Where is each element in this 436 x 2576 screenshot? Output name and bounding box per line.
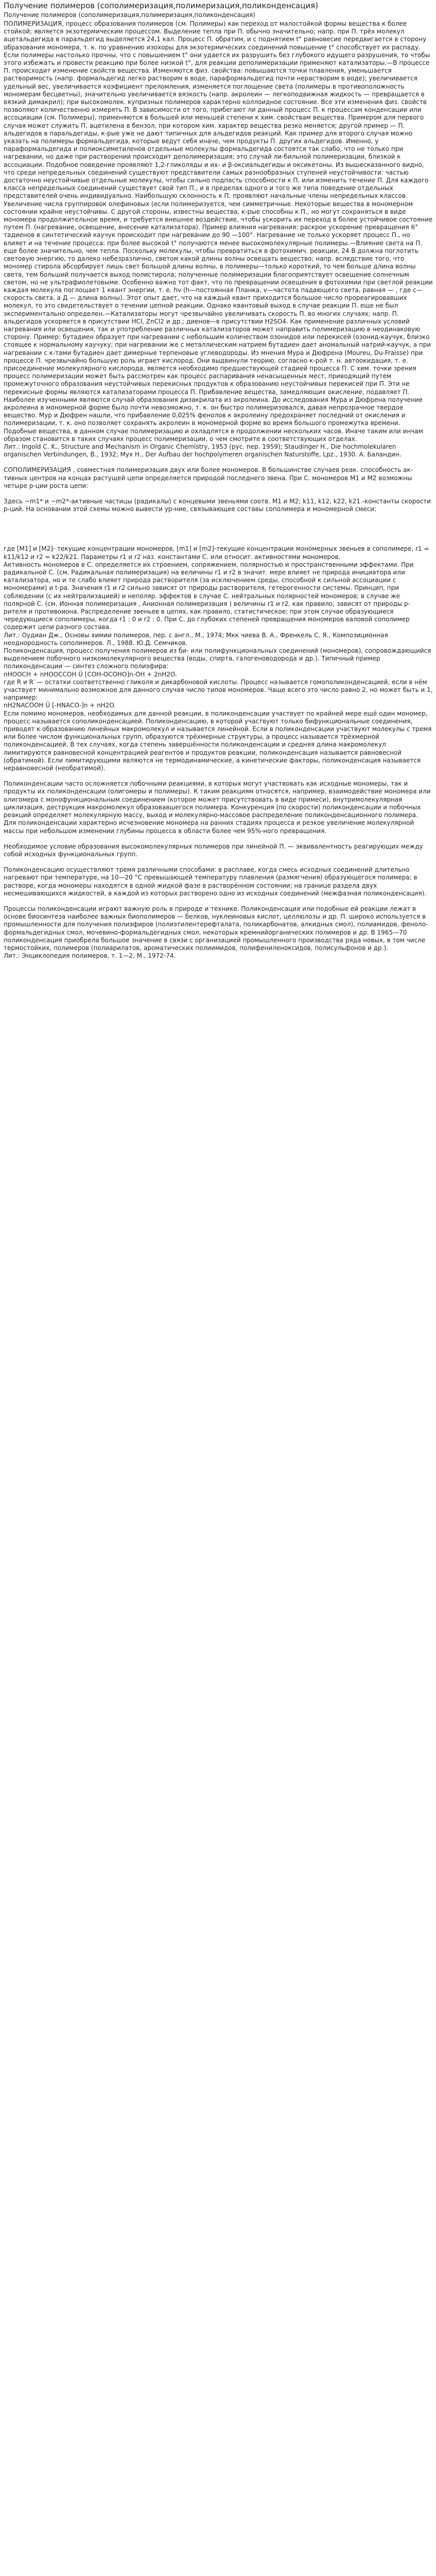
paragraph: Необходимое условие образования высокомолекулярных полимеров при линейной П. — эквивалентность реагирующих между собой исходных функциональных групп.: [4, 842, 423, 858]
spacer: [4, 490, 433, 498]
literature-paragraph: Лит.: Энциклопедия полимеров, т. 1—2, М., 1972-74.: [4, 952, 176, 960]
paragraph: Активность мономеров в С. определяется их строением, сопряжением, полярностью и пространственными эффектами. При радикальной С. (см. Радикальная полимеризация) на величины r1 и r2 в значит. мере влияет не природа инициатора или катализатора, но и те слабо влияет природа растворителя (за исключением среды, способной к сильной ассоциации с мономерами) и t-ра. Значения r1 и r2 сильно зависят от природы растворителя, гетерогенности системы. Принцип, при соблюдении (с их нейтрализацией) и неполяр. эффектов в случае С. нейтральных полярностей мономеров; в случае же полярной С. (см. Ионная полимеризация , Анионная полимеризация ) величины r1 и r2, как правило, зависят от природы р-рителя и противоиона. Распределение звеньев в цепях, как правило, статистическое; при этом случае образующиеся чередующиеся сополимеры, когда r1 : 0 и r2 : 0. При С. до глубоких степеней превращения мономеров валовой сополимер содержит цепи разного состава.: [4, 561, 414, 631]
paragraph: где R и R′ — остатки соответственно гликоля и дикарбоновой кислоты. Процесс называется гомополиконденсацией, если в нём участвует минимально возможное для данного случая число типов мономеров. Чаще всего это число равно 2, но может быть и 1, например:: [4, 678, 433, 702]
paragraph: Для поликонденсации характерно исчезновение мономера на ранних стадиях процесса и резкое увеличение молекулярной массы при небольшом изменении глубины процесса в области более чем 95%-ного превращения.: [4, 819, 414, 835]
page-title: Получение полимеров (сополимеризация,полимеризация,поликонденсация): [4, 1, 319, 10]
paragraph: Поликонденсации часто осложняется побочными реакциями, в которых могут участвовать как исходные мономеры, так и продукты их поликонденсации (олигомеры и полимеры). К таким реакциям относятся, например, взаимодействие мономера или олигомера с монофункциональным соединением (которое может присутствовать в виде примеси), внутримолекулярная циклизация, деструкция макромолекул образовавшегося полимера. Конкуренция (по скорости) поликонденсации и побочных реакций определяет молекулярную массу, выход и молекулярно-массовое распределение поликонденсационного полимера.: [4, 780, 431, 819]
paragraph: ПОЛИМЕРИЗАЦИЯ, процесс образования полимеров (см. Полимеры) как переход от малостойкой формы вещества к более стойкой; является экзотермическим процессом. Выделение тепла при П. обычно значительно; напр. при П. трёх молекул ацетальдегида в паральдегид выделяется 24,1 кал. Процесс П. обратим, и с поднятием t° равновесие передвигается в сторону образования мономера, т. к. по уравнению изохоры для экзотермических соединений повышение t° способствует их распаду. Если полимеры настолько прочны, что с повышением t° они удается их разрушить без глубокого идущего разрушения, то чтобы этого избежать и провести реакцию при более низкой t°, для реакции деполимеризации применяют катализаторы.—В процессе П. происходит изменение свойств вещества. Изменяются физ. свойства: повышаются точки плавления, уменьшается растворимость (напр. формальдегид легко растворим в воде, параформальдегид почти нерастворим в воде); увеличивается удельный вес, увеличивается коэфициент преломления, изменяется поглощение света (полимеры в противоположность мономерам бесцветны), значительно увеличивается вязкость (напр. акролеин — легкоподвижная жидкость — превращается в вязкий димакрил); при высокомолек. купризных полимеров характерно коллоидное состояние. Все эти изменения физ. свойств позволяют количественно измерять П. В зависимости от того, прибегают ли данный процесс П. к процессам конденсации или ассоциации (см. Полимеры), применяются в большей или меньшей степени к хим. свойствам вещества. Примером для первого случая может служить П. ацетилена в бензол, при котором хим. характер вещества резко меняется; другой пример — П. альдегидов в паральдегиды, к-рые уже не дают типичных для альдегидов реакций. Как пример для второго случая можно указать на полимеры формальдегида, которые ведут себя иначе, чем продукты П. других альдегидов. Именно, у параформальдегида и полиоксиметиленов отдельные молекулы формальдегида состоятся так слабо, что не только при нагревании, но даже при растворении происходит деполимеризация; это случай ли-бильной полимеризации, близкой к ассоциации. Подобное поведение проявляют 1,2-гликоляды и их- и β-оксиальдегиды и оксикетоны. Из вышесказанного видно, что среди непредельных соединений существуют представители самых разнообразных ступеней неустойчивости: частью достаточно неустойчивые отдельные молекулы, чтобы сильно подпасть способности к П. или изменить течение П. Для каждого класса непредельных соединений существует свой тип П., и в пределах одного и того же типа поведение отдельных представителей очень индивидуально. Наибольшую склонность к П. проявляют начальные члены непредельных классов. Увеличение числа группировок олефиновых (если полимеризуется, чем симметричные. Некоторые вещества в мономерном состоянии крайне неустойчивы. С другой стороны, известны вещества, к-рые способны к П., но могут сохраняться в виде мономера продолжительное время, и требуется внешнее воздействие, чтобы ускорить их переход в более устойчивое состояние путем П. (нагревание, освещение, внесение катализатора). Пример влияния нагревания: раскрое ускорение превращения 6° тадиенов в синтетический каучук происходит при нагревании до 90 —100°. Нагревание не только ускоряет процесс П., но влияет и на течение процесса: при более высокой t° получаются менее высокомолекулярные полимеры.—Влияние света на П. еще более значительно, чем тепла. Поскольку молекулы, чтобы превратиться в фотохимич. реакции, 24 В должна поглотить световую энергию, то далеко небезразлично, светом какой длины волны освещать вещество; напр. вследствие того, что мономер стирола абсорбирует лишь свет большой длины волны, в полимеры—только короткий, то чем больше длина волны света, тем больший получается выход полистирола; полученные полимеризации благоприятствует освещение солнечным светом, но не ультрафиолетовыми. Особенно важно тот факт, что по превращении освещения в фотохимии при светлой реакции каждая молекула поглощает 1 квант энергии, т. е. hv (h—постоянная Планка, v—частота падающего света, равная — , где с—скорость света, а Д — длина волны). Этот опыт дает, что на каждый квант приходится большое число прореагировавших молекул, то это свидетельствует о течении цепной реакции. Однако квантовый выход в случае реакции П. еще не был экспериментально определен.—Катализаторы могут чрезвычайно увеличивать скорость П. во многих случаях; напр. П. альдегидов ускоряется в присутствии HCl, ZnCl2 и др.; диенов—в присутствии H2SO4. Как применение различных условий нагревания или освещения, так и употребление различных катализаторов может направить полимеризацию в неодинаковую сторону. Пример: бутадиен образует при нагревании с небольшим количеством озонидов или перекисей (озонид-каучук, близко стоящее к нормальному каучуку; при нагревании же с металлическим натрием бутадиен дает аномальный натрий-каучук, а при нагревании с к-тами бутадиен дает димерные терпеновые углеводороды. Из мнения Мура и Дюфрена (Moureu, Du-Fraisse) при процессе П. чрезвычайно большую роль играет кислород. Они выдвинули теорию, согласно к-рой т. н. автоокидация, т. е. присоединение молекулярного кислорода, является необходимо предшествующей стадией процесса П. С хим. точки зрения процесс полимеризации может быть рассмотрен как процесс распаривания ненасыщенных мест, приводящий путем промежуточного образования неустойчивых перекисных продуктов к образованию неустойчивых перекисей при П. Эти не перекисные формы являются катализаторами процесса П. Прибавление вещества, замедляющих окисление, подавляет П. Наиболее изученными являются случай образования дизакрилата из акролеина. До исследования Мура и Дюфрена получение акролеина в мономерной форме было почти невозможно, т. к. он быстро полимеризовался, давая непрозрачное твердое вещество. Мур и Дюфрен нашли, что прибавление 0,025% фенолов к акролеину предохраняет последний от окисления и полимеризации, т. к. оно позволяет сохранять акролеин в мономерной форме во время большого промежутка времени. Подобные вещества, в данном случае полимеризацию и охладлятся в продолжении нескольких часов. Иначе таким или инчам образом становится в таких случаях процесс полимеризации, о чем смотрите в соответствующих отделах.: [4, 20, 433, 443]
literature-paragraph: Лит.: Оудиан Дж., Основы химии полимеров, пер. с англ., М., 1974; Мкк чиева В. А., Френкель С. Я., Композиционная неоднородность сополимеров. Л., 1988. Ю.Д. Семчиков.: [4, 631, 388, 647]
section-parameters: [4, 545, 433, 772]
section-condition: [4, 843, 433, 858]
paragraph: СОПОЛИМЕРИЗАЦИЯ , совместная полимеризация двух или более мономеров. В большинстве случаев реак. способность активных центров на концах растущей цепи определяется природой последнего звена. При С. мономеров М1 и М2 возможны четыре р-ции роста цепи:: [4, 466, 413, 489]
section-copolymerization: [4, 466, 433, 490]
paragraph: где [M1] и [M2]- текущие концентрации мономеров, [m1] и [m2]-текущие концентрации мономерных звеньев в сополимере, r1 = k11/k12 и r2 = k22/k21. Параметры r1 и r2 наз. константами С. или относит. активностями мономеров.: [4, 545, 429, 561]
paragraph: Здесь ~m1* и ~m2*-активные частицы (радикалы) с концевыми звеньями соотв. М1 и М2; k11, k12, k22, k21 -константы скорости р-ций. На основании этой схемы можно вывести ур-ние, связывающее составы сополимера и мономерной смеси:: [4, 497, 431, 513]
paragraph: Процессы поликонденсации играют важную роль в природе и технике. Поликонденсация или подобные ей реакции лежат в основе биосинтеза наиболее важных биополимеров — белков, нуклеиновых кислот, целлюлозы и др. П. широко используется в промышленности для получения полиэфиров (полиэтилентерефталата, поликарбонатов, алкидных смол), полиамидов, феноло-формальдегидных смол, мочевино-формальдегидных смол, некоторых кремнийорганических полимеров и др. В 1965—70 поликонденсация приобрела большое значение в связи с организацией промышленного производства ряда новых, в том числе термостойких, полимеров (полиарилатов, ароматических полиимидов, полифениленоксидов, полисульфонов и др.).: [4, 905, 428, 952]
reaction-formula: nHOOCH + nHOOCCOH Ü [COH-ОСОНO]n-ОН + 2nH2O.: [4, 670, 177, 678]
paragraph: Поликонденсацию осуществляют тремя различными способами: в расплаве, когда смесь исходных соединений длительно нагревают при температуре, на 10—20 °С превышающей температуру плавления (размягчения) образующегося полимера; в растворе, когда мономеры находятся в одной жидкой фазе в растворённом состоянии; на границе раздела двух несмешивающихся жидкостей, в каждой из которых растворено одно из исходных соединений (межфазная поликонденсация).: [4, 866, 427, 897]
section-polymerization: [4, 20, 433, 459]
spacer: [4, 897, 433, 905]
formula-image-placeholder: [4, 513, 433, 545]
section-copolymer-equation: [4, 498, 433, 513]
spacer: [4, 858, 433, 866]
literature-paragraph: Лит.: Ingold C. K., Structure and Mechanism in Organic Chemistry, 1953 (рус. пер. 1959); Staudinger H., Die hochmolekularen organischen Verbindungen, B., 1932; Мух Н., Der Aufbau der hochpolymeren organischen Naturstoffe, Lpz., 1930. А. Баландин.: [4, 443, 402, 459]
paragraph: Если помимо мономеров, необходимых для данной реакции, в поликонденсации участвует по крайней мере ещё один мономер, процесс называется сополиконденсацией. Поликонденсацию, в которой участвуют только бифункциональные соединения, приводят к образованию линейных макромолекул и называется линейной. Если в поликонденсации участвуют молекулы с тремя или более числом функциональных групп, образуются трёхмерные структуры, а процесс называется трёхмерной поликонденсацией. В тех случаях, когда степень завершённости поликонденсации и средняя длина макромолекул лимитируются равновесной концентрацией реагентов и продуктов реакции, поликонденсация называется равновесной (обратимой). Если лимитирующими являются не термодинамические, а кинетические факторы, поликонденсация называется неравновесной (необратимой).: [4, 709, 432, 772]
section-side-reactions: [4, 780, 433, 835]
spacer: [4, 835, 433, 843]
spacer: [4, 772, 433, 780]
reaction-formula: nH2NACOOH Ü [‑HNACO‑]n + nH2O.: [4, 702, 116, 709]
spacer: [4, 459, 433, 466]
paragraph: Поликонденсация, процесс получения полимеров из би- или полифункциональных соединений (мономеров), сопровождающийся выделением побочного низкомолекулярного вещества (воды, спирта, галогеноводорода и др.). Типичный пример поликонденсации — синтез сложного полиэфира:: [4, 647, 431, 670]
section-methods: [4, 866, 433, 897]
page-subtitle: Получение полимеров (сополимеризация,полимеризация,поликонденсация): [4, 11, 255, 19]
section-importance: [4, 905, 433, 960]
